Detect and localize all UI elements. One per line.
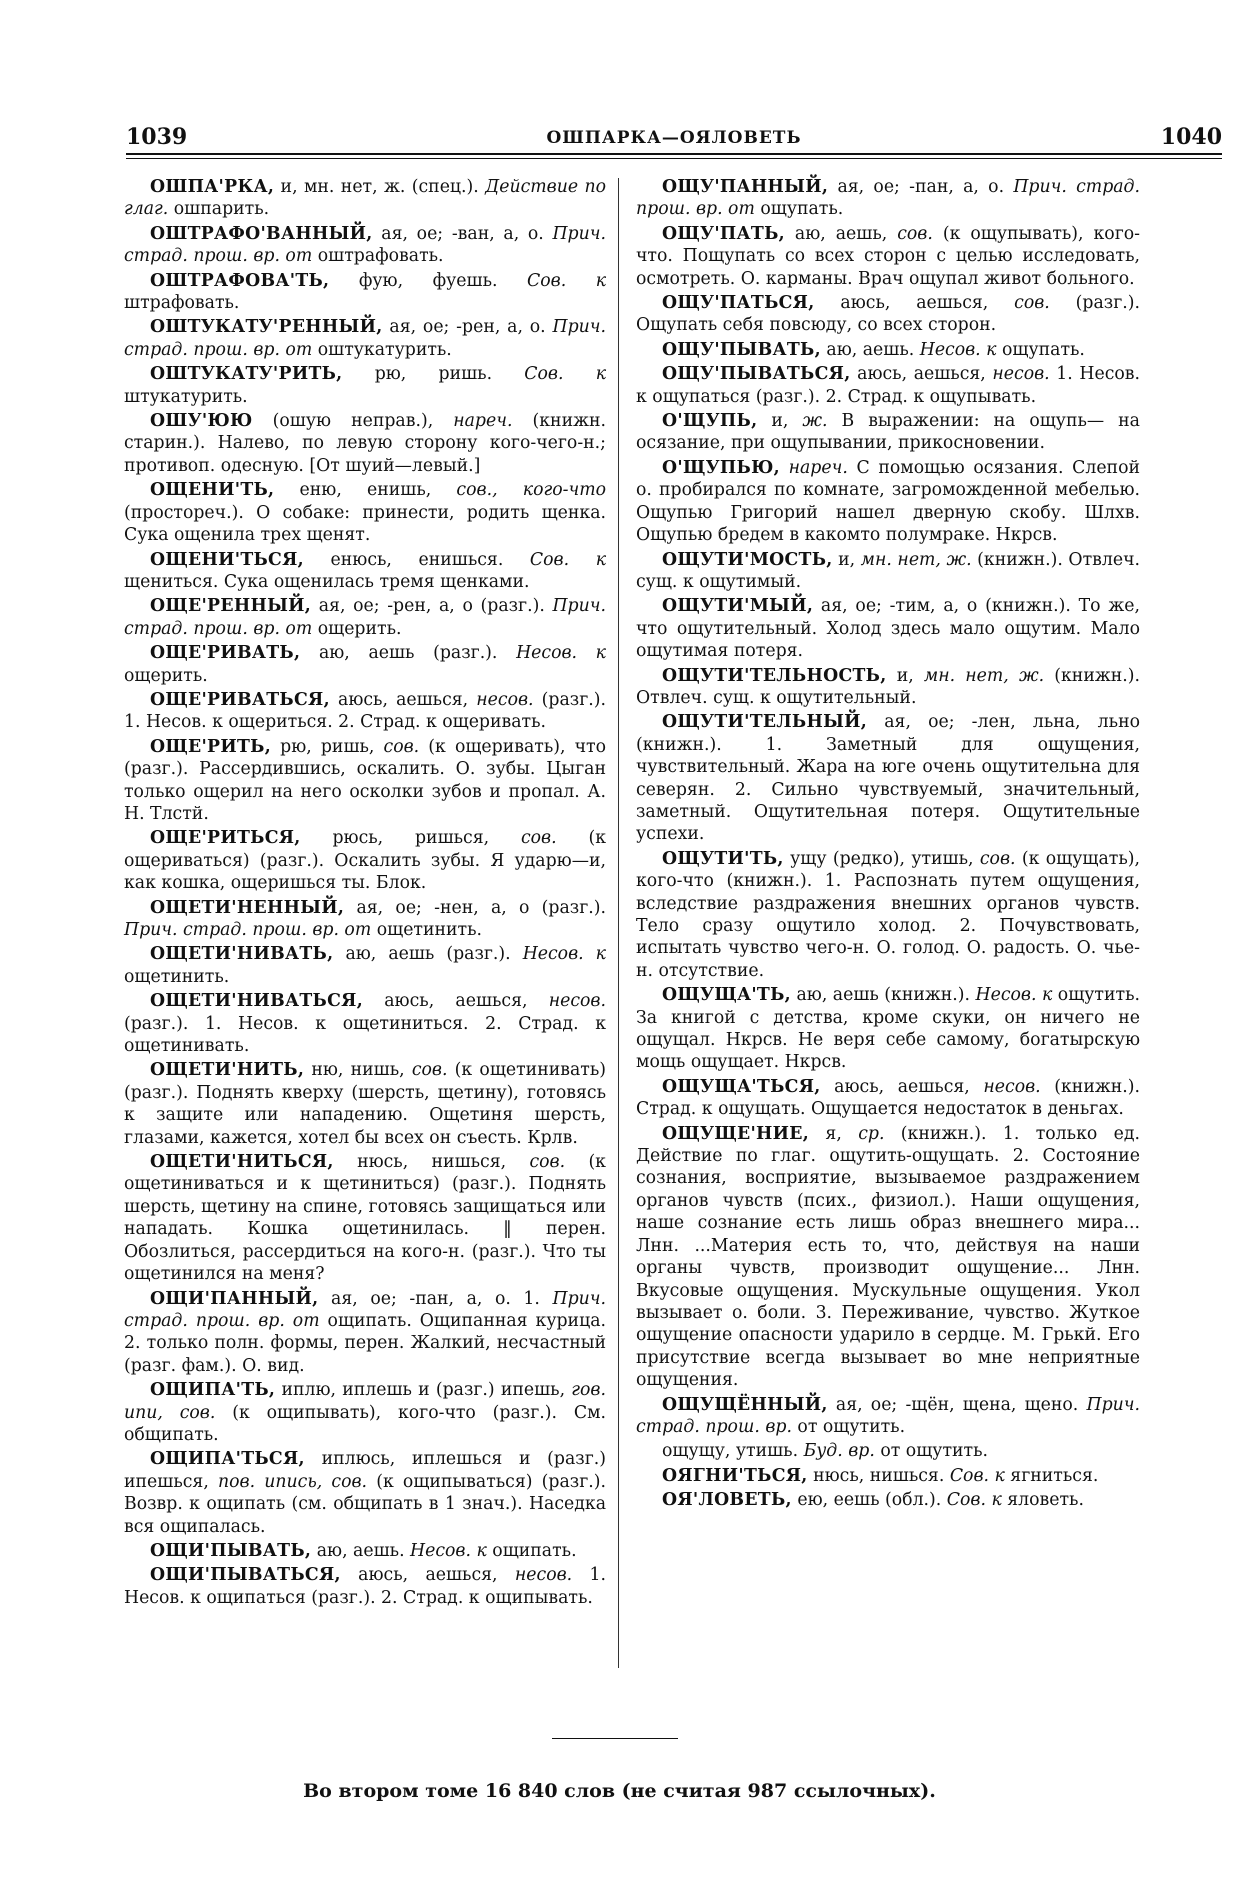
entry-headword: ОЩУ'ПЫВАТЬСЯ,	[662, 364, 851, 385]
entry-label: Сов. к	[497, 270, 607, 291]
entry-headword: ОЩЕТИ'НИТЬ,	[150, 1060, 305, 1081]
entry-label: сов.	[506, 1152, 566, 1173]
entry-label: Прич. страд. прош. вр. от	[124, 317, 607, 360]
entry-headword: ОЩЕНИ'ТЬ,	[150, 480, 275, 501]
entry-definition: оштрафовать.	[312, 246, 444, 267]
entry-definition: (книжн.). Отвлеч. сущ. к ощутимый.	[636, 549, 1140, 592]
column-divider	[618, 178, 619, 1668]
dictionary-entry	[636, 665, 1140, 710]
end-rule	[552, 1738, 678, 1739]
entry-headword: ОЩУ'ПЫВАТЬ,	[662, 339, 821, 360]
volume-word-count: Во втором томе 16 840 слов (не считая 987 ссылочных).	[303, 1780, 936, 1802]
entry-definition: (разг.). Ощупать себя повсюду, со всех сторон.	[636, 293, 1140, 336]
entry-label: нареч.	[779, 457, 848, 478]
entry-headword: ОЩЕ'РЕННЫЙ,	[150, 596, 312, 617]
dictionary-entry	[124, 1448, 606, 1538]
entry-grammar: ощущу, утишь.	[662, 1441, 799, 1462]
entry-grammar: и,	[886, 665, 914, 686]
entry-grammar: рюсь, ришься,	[300, 828, 490, 849]
dictionary-entry	[124, 1564, 606, 1609]
entry-label: Несов. к	[914, 339, 997, 360]
entry-headword: ОЩЕНИ'ТЬСЯ,	[150, 549, 304, 570]
dictionary-entry	[124, 1288, 606, 1378]
entry-definition: ощерить.	[312, 618, 402, 639]
entry-label: Прич. страд. прош. вр. от	[636, 177, 1141, 220]
dictionary-entry	[124, 1540, 606, 1562]
entry-headword: ОЩИ'ПЫВАТЬСЯ,	[150, 1565, 341, 1586]
dictionary-entry	[124, 176, 606, 221]
entry-headword: ОЩУ'ПАТЬ,	[662, 223, 785, 244]
entry-grammar: енюсь, енишься.	[303, 549, 504, 570]
entry-definition: яловеть.	[1001, 1490, 1084, 1511]
entry-definition: (к ощущать), кого-что (книжн.). 1. Распознать путем ощущения, вследствие раздражения внешних органов чувств. Тело сразу ощутило холод. 2. Почувствовать, испытать чувство чего-н. О. голод. О. радость. О. чье-н. отсутствие.	[636, 848, 1140, 981]
entry-label: пов. ипись, сов.	[208, 1471, 368, 1492]
dictionary-entry	[636, 223, 1140, 290]
entry-definition: щениться. Сука ощенилась тремя щенками.	[124, 571, 530, 592]
entry-label: Несов. к	[510, 944, 606, 965]
dictionary-entry	[124, 897, 606, 942]
entry-label: Действие по глаг.	[124, 177, 606, 220]
entry-headword: ОЩЕТИ'НЕННЫЙ,	[150, 897, 345, 918]
dictionary-entry	[636, 711, 1140, 845]
entry-headword: ОШТРАФОВА'ТЬ,	[150, 270, 330, 291]
entry-grammar: ая, ое; -рен, а, о (разг.).	[311, 596, 545, 617]
entry-label: Прич. страд. прош. вр. от	[124, 920, 372, 940]
entry-label: Прич. страд. прош. вр.	[636, 1394, 1141, 1437]
entry-headword: ОЩУЩЁННЫЙ,	[662, 1394, 828, 1415]
entry-headword: ОЯГНИ'ТЬСЯ,	[662, 1465, 808, 1486]
entry-definition: ощетинить.	[371, 920, 483, 940]
entry-grammar: и, мн. нет, ж. (спец.).	[274, 177, 479, 197]
entry-headword: ОЯ'ЛОВЕТЬ,	[662, 1490, 792, 1511]
entry-headword: ОЩУЩА'ТЬСЯ,	[662, 1076, 821, 1097]
entry-headword: ОЩУЩЕ'НИЕ,	[662, 1123, 810, 1144]
page-header	[126, 124, 1222, 154]
entry-label: Сов. к	[503, 549, 607, 570]
entry-definition: штрафовать.	[124, 293, 240, 314]
entry-definition: (простореч.). О собаке: принести, родить щенка. Сука ощенила трех щенят.	[124, 502, 606, 546]
entry-label: сов.	[404, 1060, 448, 1081]
dictionary-entry	[636, 984, 1140, 1074]
entry-label: несов.	[468, 689, 534, 710]
header-rule	[126, 153, 1222, 155]
entry-grammar: ая, ое; -нен, а, о (разг.).	[344, 897, 606, 918]
dictionary-entry	[636, 595, 1140, 662]
dictionary-entry	[636, 1123, 1140, 1392]
entry-definition: То же, что ощутительный. Холод здесь мало ощутим. Мало ощутимая потеря.	[636, 596, 1140, 662]
entry-grammar: аю, аешь (разг.).	[300, 643, 498, 664]
entry-definition: (разг.). 1. Несов. к ощериться. 2. Страд. к ощеривать.	[124, 689, 606, 733]
entry-headword: ОЩЕ'РИТЬСЯ,	[150, 828, 301, 849]
entry-grammar: иплюсь, иплешься и (разг.) ипешься,	[124, 1449, 606, 1492]
dictionary-entry	[124, 595, 606, 640]
entry-headword: ОЩЕ'РИТЬ,	[150, 736, 272, 757]
dictionary-entry	[124, 990, 606, 1057]
entry-headword: ОЩУ'ПАТЬСЯ,	[662, 293, 815, 314]
entry-grammar: и,	[757, 411, 789, 432]
entry-headword: ОЩУЩА'ТЬ,	[662, 985, 791, 1006]
entry-definition: от ощутить.	[791, 1416, 906, 1437]
dictionary-entry	[636, 292, 1140, 337]
entry-definition: (книжн. старин.). Налево, по левую сторону кого-чего-н.; противоп. одесную. [От шуий—левый.]	[124, 411, 607, 476]
dictionary-entry	[124, 943, 606, 988]
dictionary-entry	[636, 339, 1140, 361]
entry-headword: ОЩУТИ'ТЕЛЬНЫЙ,	[662, 712, 868, 733]
entry-definition: (разг.). 1. Несов. к ощетиниться. 2. Страд. к ощетинивать.	[124, 1013, 606, 1057]
entry-label: Сов. к	[941, 1490, 1002, 1511]
entry-headword: ОЩЕТИ'НИВАТЬСЯ,	[150, 991, 364, 1012]
entry-definition: ощетинить.	[124, 966, 230, 987]
entry-definition: ощутить. За книгой с детства, кроме скуки, он ничего не ощущал. Нкрсв. Не веря себе самому, богатырскую мощь ощущает. Нкрсв.	[636, 985, 1140, 1073]
entry-definition: оштукатурить.	[312, 339, 452, 360]
entry-label: Буд. вр.	[798, 1441, 875, 1462]
dictionary-entry	[124, 1379, 606, 1446]
dictionary-entry	[636, 363, 1140, 408]
entry-grammar: аюсь, аешься,	[820, 1076, 970, 1097]
dictionary-entry	[636, 1440, 1140, 1462]
dictionary-entry	[636, 1394, 1140, 1439]
entry-label: Сов. к	[492, 364, 607, 385]
dictionary-entry	[124, 270, 606, 315]
page-number-left: 1039	[126, 124, 188, 150]
entry-grammar: аю, аешь,	[784, 223, 888, 244]
dictionary-entry	[124, 549, 606, 594]
header-rule-thin	[126, 158, 1222, 159]
entry-label: Несов. к	[404, 1540, 487, 1561]
entry-headword: ОЩИ'ПЫВАТЬ,	[150, 1540, 312, 1561]
entry-definition: ощерить.	[124, 665, 208, 686]
entry-grammar: ая, ое; -тим, а, о (книжн.).	[813, 596, 1071, 617]
entry-headword: ОЩЕТИ'НИТЬСЯ,	[150, 1152, 334, 1173]
dictionary-entry	[636, 1076, 1140, 1121]
entry-headword: ОШТУКАТУ'РЕННЫЙ,	[150, 317, 383, 338]
entry-grammar: иплю, иплешь и (разг.) ипешь,	[275, 1380, 572, 1401]
entry-headword: ОЩЕТИ'НИВАТЬ,	[150, 944, 334, 965]
entry-grammar: аю, аешь (разг.).	[333, 944, 511, 965]
entry-label: Несов. к	[970, 985, 1053, 1006]
dictionary-entry	[636, 410, 1140, 455]
entry-grammar: ая, ое; -пан, а, о.	[828, 177, 1005, 197]
entry-label: несов.	[969, 1076, 1041, 1097]
entry-definition: штукатурить.	[124, 386, 248, 407]
entry-label: несов.	[527, 991, 606, 1012]
left-column	[124, 176, 606, 1611]
entry-grammar: аю, аешь.	[311, 1540, 405, 1561]
entry-grammar: (ошую неправ.),	[252, 411, 434, 432]
entry-label: ср.	[841, 1123, 885, 1144]
entry-headword: ОЩУТИ'ТЕЛЬНОСТЬ,	[662, 665, 887, 686]
entry-headword: ОЩИПА'ТЬ,	[150, 1380, 276, 1401]
entry-definition: ошпарить.	[168, 199, 270, 220]
entry-grammar: и,	[832, 549, 856, 570]
dictionary-entry	[636, 457, 1140, 547]
dictionary-entry	[124, 642, 606, 687]
entry-label: сов.	[973, 848, 1016, 869]
entry-headword: ОШТРАФО'ВАННЫЙ,	[150, 223, 373, 244]
entry-definition: 1. Заметный для ощущения, чувствительный. Жара на юге очень ощутительна для северян. 2. Сильно чувствуемый, значительный, заметный. Ощутительная потеря. Ощутительные успехи.	[636, 734, 1140, 845]
dictionary-entry	[124, 736, 606, 826]
entry-headword: ОЩУТИ'ТЬ,	[662, 848, 784, 869]
entry-grammar: еню, енишь,	[274, 480, 432, 501]
entry-grammar: аюсь, аешься,	[329, 689, 469, 710]
entry-definition: В выражении: на ощупь— на осязание, при ощупывании, прикосновении.	[636, 411, 1140, 454]
entry-definition: (книжн.). Отвлеч. сущ. к ощутительный.	[636, 665, 1140, 708]
entry-definition: ощупать.	[754, 199, 844, 220]
entry-grammar: нюсь, нишься,	[333, 1152, 507, 1173]
entry-headword: ОЩУТИ'МОСТЬ,	[662, 549, 833, 570]
entry-grammar: ая, ое; -пан, а, о. 1.	[318, 1288, 540, 1309]
entry-label: нареч.	[433, 411, 513, 432]
entry-grammar: ая, ое; -щён, щена, щено.	[827, 1394, 1079, 1415]
entry-headword: ОЩУТИ'МЫЙ,	[662, 596, 814, 617]
entry-label: мн. нет, ж.	[913, 665, 1045, 686]
page-number-right: 1040	[1160, 124, 1222, 150]
entry-headword: ОЩЕ'РИВАТЬСЯ,	[150, 689, 330, 710]
entry-label: Прич. страд. прош. вр. от	[124, 223, 606, 267]
dictionary-entry	[636, 549, 1140, 594]
dictionary-entry	[124, 410, 606, 477]
entry-label: несов.	[985, 364, 1050, 385]
dictionary-entry	[636, 176, 1140, 221]
dictionary-entry	[124, 316, 606, 361]
entry-label: гов. ипи, сов.	[124, 1380, 606, 1423]
entry-headword: О'ЩУПЬ,	[662, 411, 758, 432]
dictionary-entry	[124, 363, 606, 408]
entry-grammar: ню, нишь,	[304, 1060, 405, 1081]
entry-definition: ощипать. Ощипанная курица. 2. только полн. формы, перен. Жалкий, несчастный (разг. фам.). О. вид.	[124, 1310, 606, 1376]
dictionary-entry	[124, 223, 606, 268]
entry-definition: С помощью осязания. Слепой о. пробирался по комнате, загроможденной мебелью. Ощупью Григорий нашел дверную скобу. Шлхв. Ощупью бредем в какомто полумраке. Нкрсв.	[636, 457, 1141, 546]
entry-headword: ОШУ'ЮЮ	[150, 411, 253, 432]
entry-grammar: ая, ое; -лен, льна, льно (книжн.).	[636, 712, 1140, 755]
entry-definition: (к ощериваться) (разг.). Оскалить зубы. Я ударю—и, как кошка, ощеришься ты. Блок.	[124, 828, 606, 894]
entry-grammar: ая, ое; -рен, а, о.	[382, 317, 546, 338]
running-title: ОШПАРКА—ОЯЛОВЕТЬ	[546, 128, 802, 148]
entry-label: сов.	[887, 223, 933, 244]
entry-definition: (к ощупывать), кого-что. Пощупать со всех сторон с целью исследовать, осмотреть. О. карманы. Врач ощупал живот больного.	[636, 223, 1140, 289]
entry-label: несов.	[497, 1565, 573, 1586]
dictionary-entry	[636, 848, 1140, 982]
entry-grammar: ею, еешь (обл.).	[791, 1490, 942, 1511]
entry-grammar: нюсь, нишься.	[807, 1465, 945, 1486]
dictionary-entry	[124, 1059, 606, 1149]
entry-definition: ощипать.	[486, 1540, 577, 1561]
entry-grammar: ущу (редко), утишь,	[783, 848, 974, 869]
entry-definition: 1. Несов. к ощипаться (разг.). 2. Страд. к ощипывать.	[124, 1565, 607, 1608]
dictionary-entry	[124, 827, 606, 894]
dictionary-entry	[636, 1465, 1140, 1487]
entry-label: Несов. к	[497, 643, 606, 664]
entry-definition: ощупать.	[996, 339, 1085, 360]
entry-label: сов., кого-что	[431, 480, 606, 501]
entry-headword: ОЩИ'ПАННЫЙ,	[150, 1288, 319, 1309]
entry-label: Прич. страд. прош. вр. от	[124, 1288, 606, 1331]
entry-grammar: фую, фуешь.	[329, 270, 498, 291]
entry-headword: ОЩЕ'РИВАТЬ,	[150, 643, 301, 664]
entry-grammar: я,	[809, 1123, 842, 1144]
entry-grammar: ая, ое; -ван, а, о.	[372, 223, 544, 244]
entry-label: сов.	[988, 293, 1050, 314]
dictionary-entry	[124, 689, 606, 734]
entry-label: сов.	[374, 736, 420, 757]
entry-label: сов.	[489, 828, 557, 849]
entry-headword: О'ЩУПЬЮ,	[662, 457, 780, 478]
entry-grammar: аюсь, аешься,	[340, 1565, 498, 1586]
entry-headword: ОШТУКАТУ'РИТЬ,	[150, 364, 343, 385]
entry-headword: ОШПА'РКА,	[150, 177, 275, 197]
entry-label: ж.	[788, 411, 828, 432]
entry-definition: (к ощеривать), что (разг.). Рассердившись, оскалить. О. зубы. Цыган только ощерил на него осколки зубов и пропал. А. Н. Тлстй.	[124, 736, 606, 824]
entry-headword: ОЩИПА'ТЬСЯ,	[150, 1449, 305, 1470]
dictionary-entry	[636, 1489, 1140, 1511]
entry-definition: (к ощипывать), кого-что (разг.). См. общипать.	[124, 1402, 607, 1445]
entry-definition: (книжн.). Страд. к ощущать. Ощущается недостаток в деньгах.	[636, 1076, 1140, 1120]
right-column	[636, 176, 1140, 1514]
entry-definition: от ощутить.	[874, 1441, 988, 1462]
entry-definition: 1. Несов. к ощупаться (разг.). 2. Страд. к ощупывать.	[636, 364, 1140, 407]
dictionary-entry	[124, 479, 606, 546]
entry-definition: (к ощетинивать) (разг.). Поднять кверху (шерсть, щетину), готовясь к защите или нападению. Ощетиня шерсть, глазами, кажется, хотел бы всех он съесть. Крлв.	[124, 1060, 606, 1148]
entry-grammar: аюсь, аешься,	[850, 364, 986, 385]
entry-headword: ОЩУ'ПАННЫЙ,	[662, 177, 829, 197]
entry-label: Сов. к	[944, 1465, 1005, 1486]
entry-grammar: рю, ришь.	[342, 364, 493, 385]
entry-definition: (книжн.). 1. только ед. Действие по глаг. ощутить-ощущать. 2. Состояние сознания, восприятие, вызываемое раздражением органов чувств (псих., физиол.). Наши ощущения, наше сознание есть лишь образ внешнего мира... Лнн. ...Материя есть то, что, действуя на наши органы чувств, производит ощущение... Лнн. Вкусовые ощущения. Мускульные ощущения. Укол вызывает о. боли. 3. Переживание, чувство. Жуткое ощущение опасности ударило в сердце. М. Грькй. Его присутствие всегда вызывает во мне неприятные ощущения.	[636, 1123, 1140, 1391]
entry-grammar: аюсь, аешься,	[814, 293, 989, 314]
entry-grammar: аю, аешь (книжн.).	[790, 985, 971, 1006]
dictionary-entry	[124, 1151, 606, 1285]
entry-grammar: аюсь, аешься,	[363, 991, 528, 1012]
entry-definition: (к ощетиниваться и к щетиниться) (разг.). Поднять шерсть, щетину на спине, готовясь защищаться или нападать. Кошка ощетинилась. ‖ перен. Обозлиться, рассердиться на кого-н. (разг.). Что ты ощетинился на меня?	[124, 1152, 606, 1285]
entry-grammar: рю, ришь,	[271, 736, 375, 757]
entry-grammar: аю, аешь.	[820, 339, 915, 360]
entry-label: мн. нет, ж.	[855, 549, 972, 570]
entry-definition: (к ощипываться) (разг.). Возвр. к ощипать (см. общипать в 1 знач.). Наседка вся ощипалась.	[124, 1471, 606, 1537]
entry-label: Прич. страд. прош. вр. от	[124, 596, 606, 639]
entry-definition: ягниться.	[1004, 1465, 1099, 1486]
